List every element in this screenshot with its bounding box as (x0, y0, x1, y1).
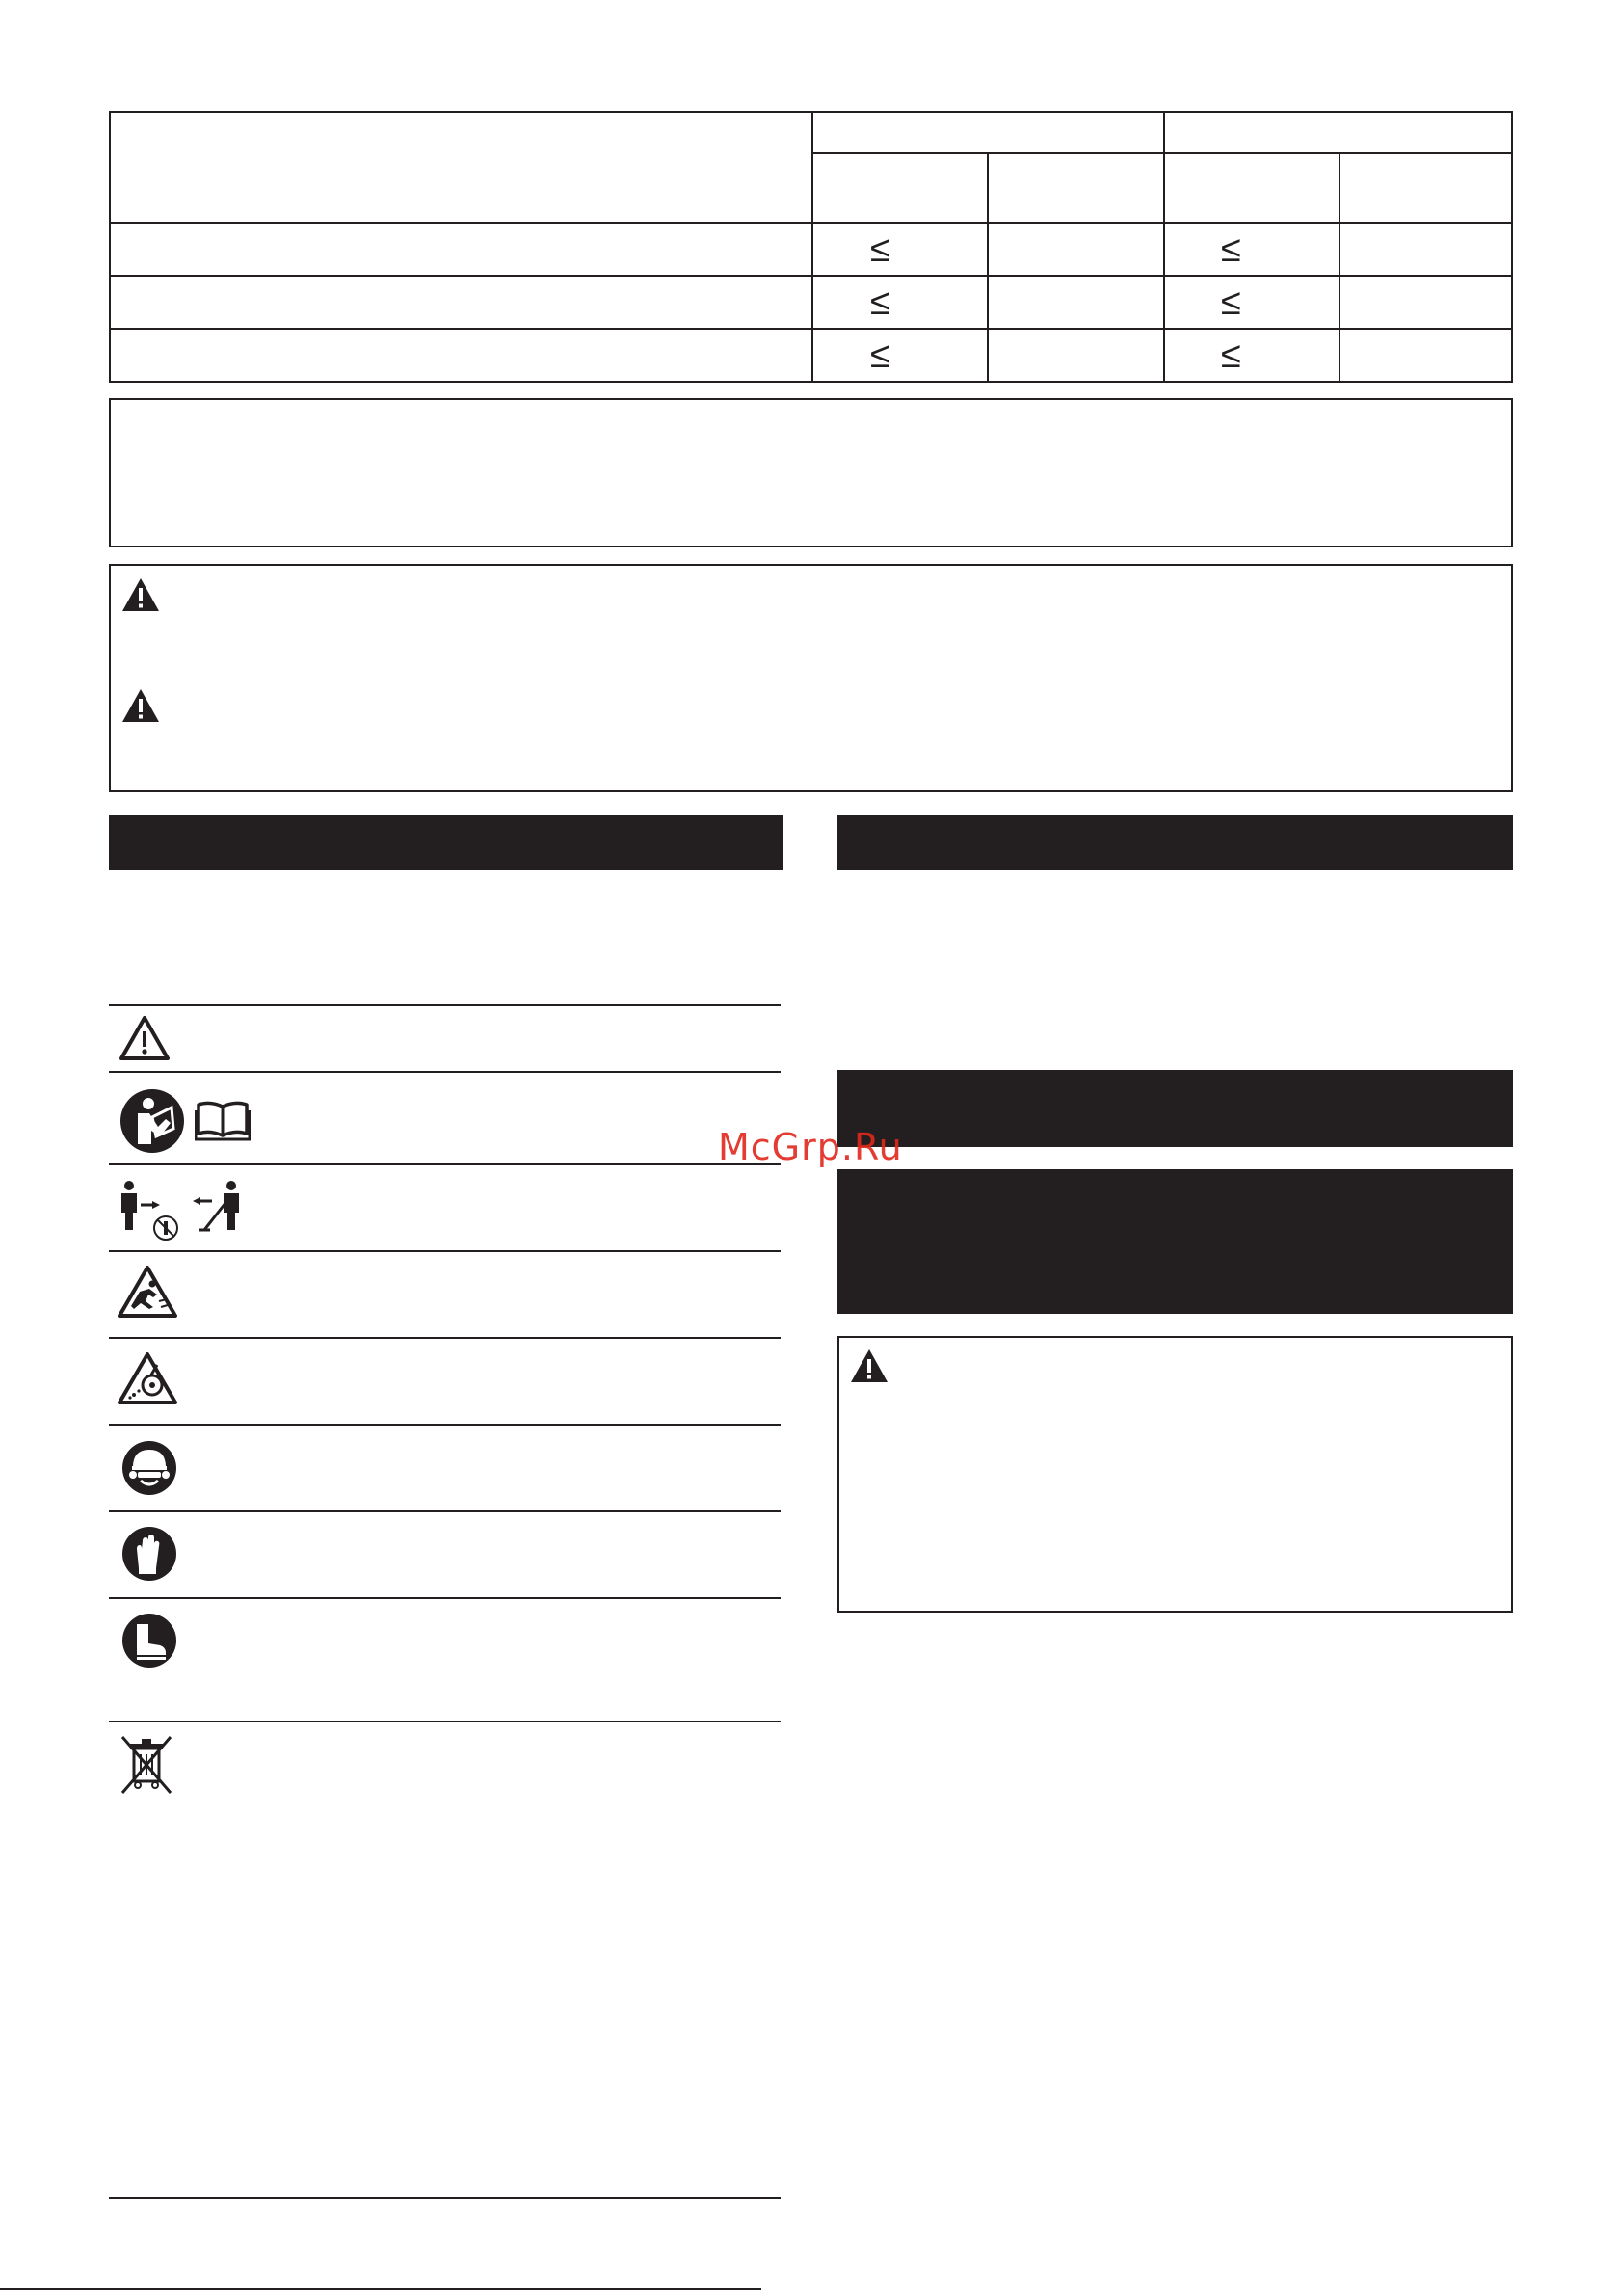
warning-triangle-icon (119, 1015, 171, 1061)
note-box (109, 398, 1513, 547)
watermark: McGrp.Ru (718, 1126, 903, 1168)
warning-triangle-icon (850, 1348, 889, 1383)
table-cell: ≤ (1221, 282, 1241, 323)
gloves-icon (121, 1526, 177, 1582)
helmet-eye-ear-protection-icon (121, 1440, 177, 1496)
table-cell: ≤ (870, 229, 890, 270)
warning-triangle-icon (121, 577, 160, 612)
section-header-left (109, 815, 783, 870)
section-header-right (837, 815, 1513, 870)
table-cell: ≤ (870, 282, 890, 323)
table-cell: ≤ (870, 335, 890, 376)
footer-rule (0, 2288, 761, 2290)
safety-boots-icon (121, 1613, 177, 1669)
crossed-out-bin-icon (119, 1735, 174, 1795)
warning-box (109, 564, 1513, 792)
flying-objects-icon (117, 1351, 178, 1405)
table-cell: ≤ (1221, 335, 1241, 376)
warning-box-right (837, 1336, 1513, 1613)
important-bar (837, 1169, 1513, 1314)
table-cell: ≤ (1221, 229, 1241, 270)
notice-bar (837, 1070, 1513, 1147)
slip-hazard-icon (117, 1265, 178, 1319)
keep-distance-icon (118, 1180, 245, 1243)
warning-triangle-icon (121, 688, 160, 723)
